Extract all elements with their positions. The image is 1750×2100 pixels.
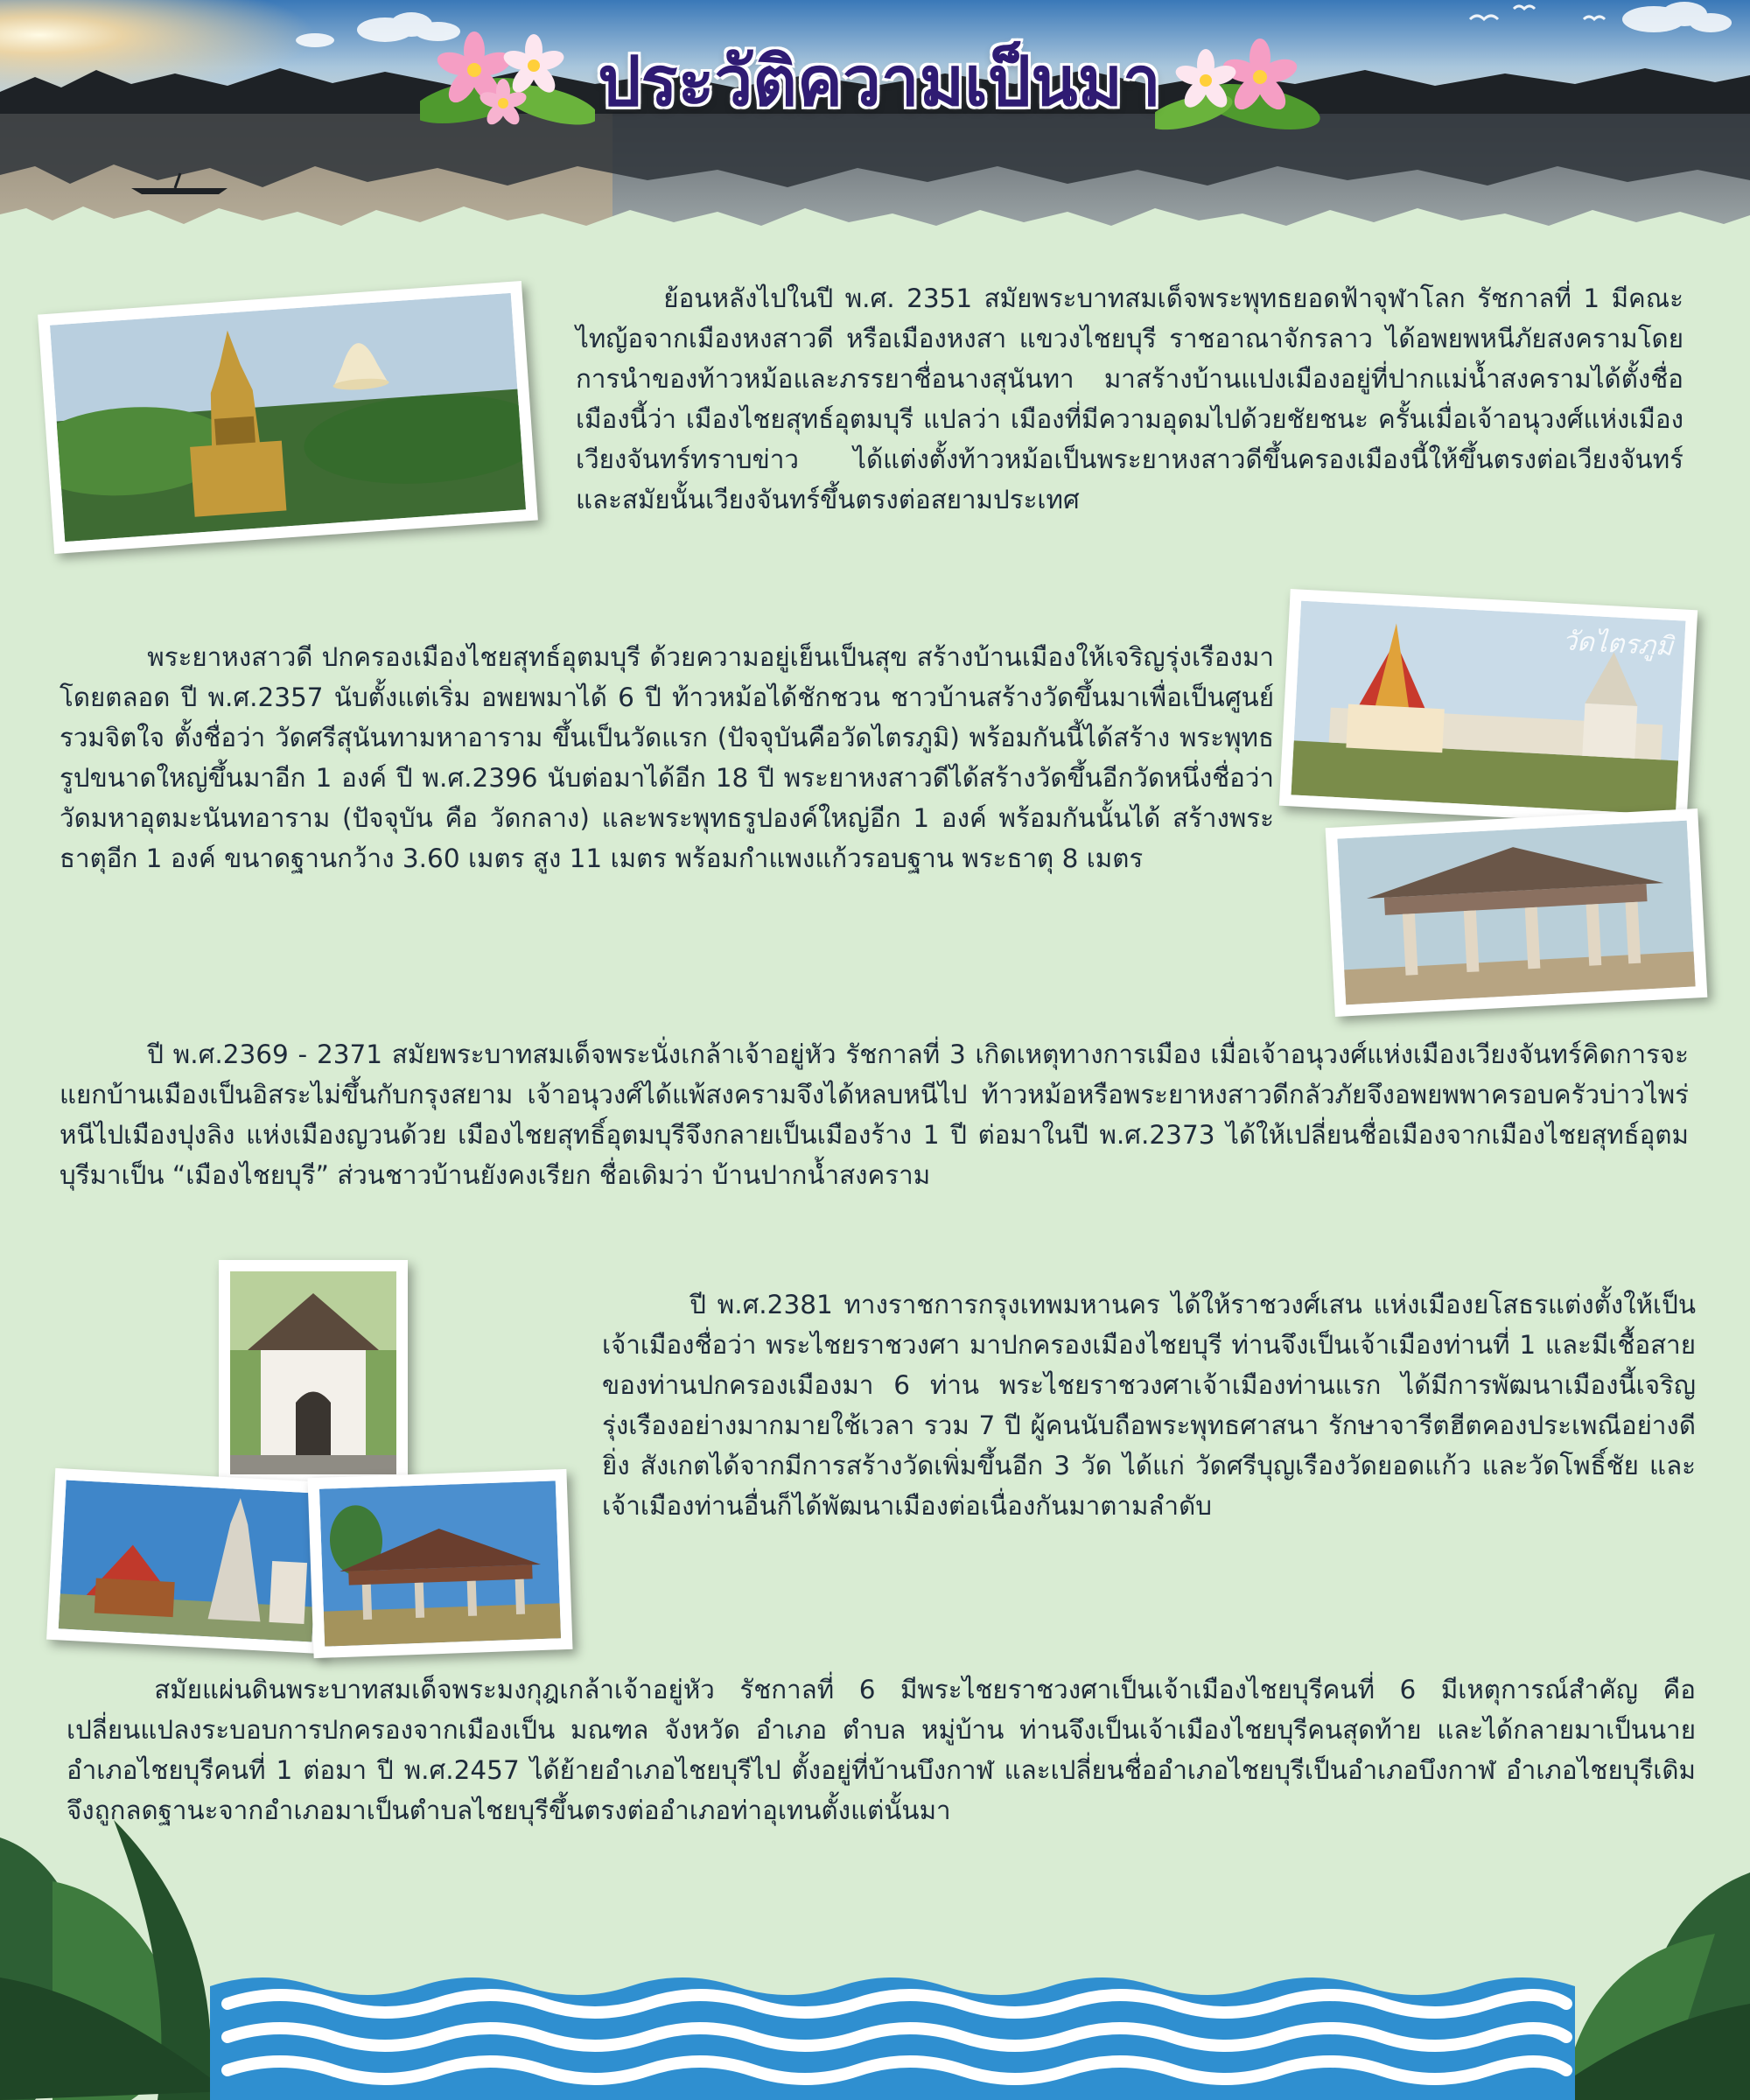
page-title: ประวัติความเป็นมา	[598, 43, 1161, 122]
history-paragraph-5: สมัยแผ่นดินพระบาทสมเด็จพระมงกุฎเกล้าเจ้าอยู่หัว รัชกาลที่ 6 มีพระไชยราชวงศาเป็นเจ้าเมืองไชยบุรีคนที่ 6 มีเหตุการณ์สำคัญ คือ เปลี่ยนแปลงระบอบการปกครองจากเมืองเป็น มณฑล จังหวัด อำเภอ ตำบล หมู่บ้าน ท่านจึงเป็นเจ้าเมืองไชยบุรีคนสุดท้าย และได้กลายมาเป็นนายอำเภอไชยบุรีคนที่ 1 ต่อมา ปี พ.ศ.2457 ได้ย้ายอำเภอไชยบุรีไป ตั้งอยู่ที่บ้านบึงกาฬ และเปลี่ยนชื่ออำเภอไชยบุรีเป็นอำเภอบึงกาฬ อำเภอไชยบุรีเดิมจึงถูกลดฐานะจากอำเภอมาเป็นตำบลไชยบุรีขึ้นตรงต่ออำเภอท่าอุเทนตั้งแต่นั้นมา	[66, 1675, 1696, 1825]
photo-white-shrine	[219, 1260, 408, 1486]
footer-scenery	[0, 1802, 1750, 2100]
photo-wooden-hall	[1326, 808, 1708, 1017]
photo-wat-traiphum	[1279, 589, 1698, 827]
history-paragraph-3: ปี พ.ศ.2369 - 2371 สมัยพระบาทสมเด็จพระนั่งเกล้าเจ้าอยู่หัว รัชกาลที่ 3 เกิดเหตุทางการเมือง เมื่อเจ้าอนุวงศ์แห่งเมืองเวียงจันทร์คิดการจะแยกบ้านเมืองเป็นอิสระไม่ขึ้นกับกรุงสยาม เจ้าอนุวงศ์ได้แพ้สงครามจึงได้หลบหนีไป ท้าวหม้อหรือพระยาหงสาวดีกลัวภัยจึงอพยพพาครอบครัวบ่าวไพร่หนีไปเมืองปุงลิง แห่งเมืองญวนด้วย เมืองไชยสุทธิ์อุตมบุรีจึงกลายเป็นเมืองร้าง 1 ปี ต่อมาในปี พ.ศ.2373 ได้ให้เปลี่ยนชื่อเมืองจากเมืองไชยสุทธ์อุตมบุรีมาเป็น “เมืองไชยบุรี” ส่วนชาวบ้านยังคงเรียก ชื่อเดิมว่า บ้านปากน้ำสงคราม	[60, 1040, 1689, 1190]
frangipani-right-icon	[1155, 26, 1330, 140]
photo-golden-temple	[38, 281, 538, 554]
photo-temple-stupa	[46, 1468, 332, 1654]
history-paragraph-4: ปี พ.ศ.2381 ทางราชการกรุงเทพมหานคร ได้ให้ราชวงศ์เสน แห่งเมืองยโสธรแต่งตั้งให้เป็นเจ้าเมืองชื่อว่า พระไชยราชวงศา มาปกครองเมืองไชยบุรี ท่านจึงเป็นเจ้าเมืองท่านที่ 1 และมีเชื้อสายของท่านปกครองเมืองมา 6 ท่าน พระไชยราชวงศาเจ้าเมืองท่านแรก ได้มีการพัฒนาเมืองนี้เจริญรุ่งเรืองอย่างมากมายใช้เวลา รวม 7 ปี ผู้คนนับถือพระพุทธศาสนา รักษาจารีตฮีตคองประเพณีอย่างดียิ่ง สังเกตได้จากมีการสร้างวัดเพิ่มขึ้นอีก 3 วัด ได้แก่ วัดศรีบุญเรืองวัดยอดแก้ว และวัดโพธิ์ชัย และเจ้าเมืองท่านอื่นก็ได้พัฒนาเมืองต่อเนื่องกันมาตามลำดับ	[602, 1290, 1696, 1521]
history-paragraph-1: ย้อนหลังไปในปี พ.ศ. 2351 สมัยพระบาทสมเด็จพระพุทธยอดฟ้าจุฬาโลก รัชกาลที่ 1 มีคณะไทญ้อจากเมืองหงสาวดี หรือเมืองหงสา แขวงไชยบุรี ราชอาณาจักรลาว ได้อพยพหนีภัยสงครามโดยการนำของท้าวหม้อและภรรยาชื่อนางสุนันทา มาสร้างบ้านแปงเมืองอยู่ที่ปากแม่น้ำสงครามได้ตั้งชื่อเมืองนี้ว่า เมืองไชยสุทธ์อุตมบุรี แปลว่า เมืองที่มีความอุดมไปด้วยชัยชนะ ครั้นเมื่อเจ้าอนุวงศ์แห่งเมืองเวียงจันทร์ทราบข่าว ได้แต่งตั้งท้าวหม้อเป็นพระยาหงสาวดีขึ้นครองเมืองนี้ให้ขึ้นตรงต่อเวียงจันทร์ และสมัยนั้นเวียงจันทร์ขึ้นตรงต่อสยามประเทศ	[576, 284, 1684, 514]
frangipani-left-icon	[420, 18, 595, 131]
photo-watermark: วัดไตรภูมิ	[1561, 626, 1674, 662]
photo-old-sala	[307, 1469, 572, 1658]
history-paragraph-2: พระยาหงสาวดี ปกครองเมืองไชยสุทธ์อุตมบุรี ด้วยความอยู่เย็นเป็นสุข สร้างบ้านเมืองให้เจริญรุ่งเรืองมาโดยตลอด ปี พ.ศ.2357 นับตั้งแต่เริ่ม อพยพมาได้ 6 ปี ท้าวหม้อได้ชักชวน ชาวบ้านสร้างวัดขึ้นมาเพื่อเป็นศูนย์รวมจิตใจ ตั้งชื่อว่า วัดศรีสุนันทามหาอาราม ขึ้นเป็นวัดแรก (ปัจจุบันคือวัดไตรภูมิ) พร้อมกันนี้ได้สร้าง พระพุทธรูปขนาดใหญ่ขึ้นมาอีก 1 องค์ ปี พ.ศ.2396 นับต่อมาได้อีก 18 ปี พระยาหงสาวดีได้สร้างวัดขึ้นอีกวัดหนึ่งชื่อว่า วัดมหาอุตมะนันทอาราม (ปัจจุบัน คือ วัดกลาง) และพระพุทธรูปองค์ใหญ่อีก 1 องค์ พร้อมกันนั้นได้ สร้างพระธาตุอีก 1 องค์ ขนาดฐานกว้าง 3.60 เมตร สูง 11 เมตร พร้อมกำแพงแก้วรอบฐาน พระธาตุ 8 เมตร	[60, 642, 1274, 873]
